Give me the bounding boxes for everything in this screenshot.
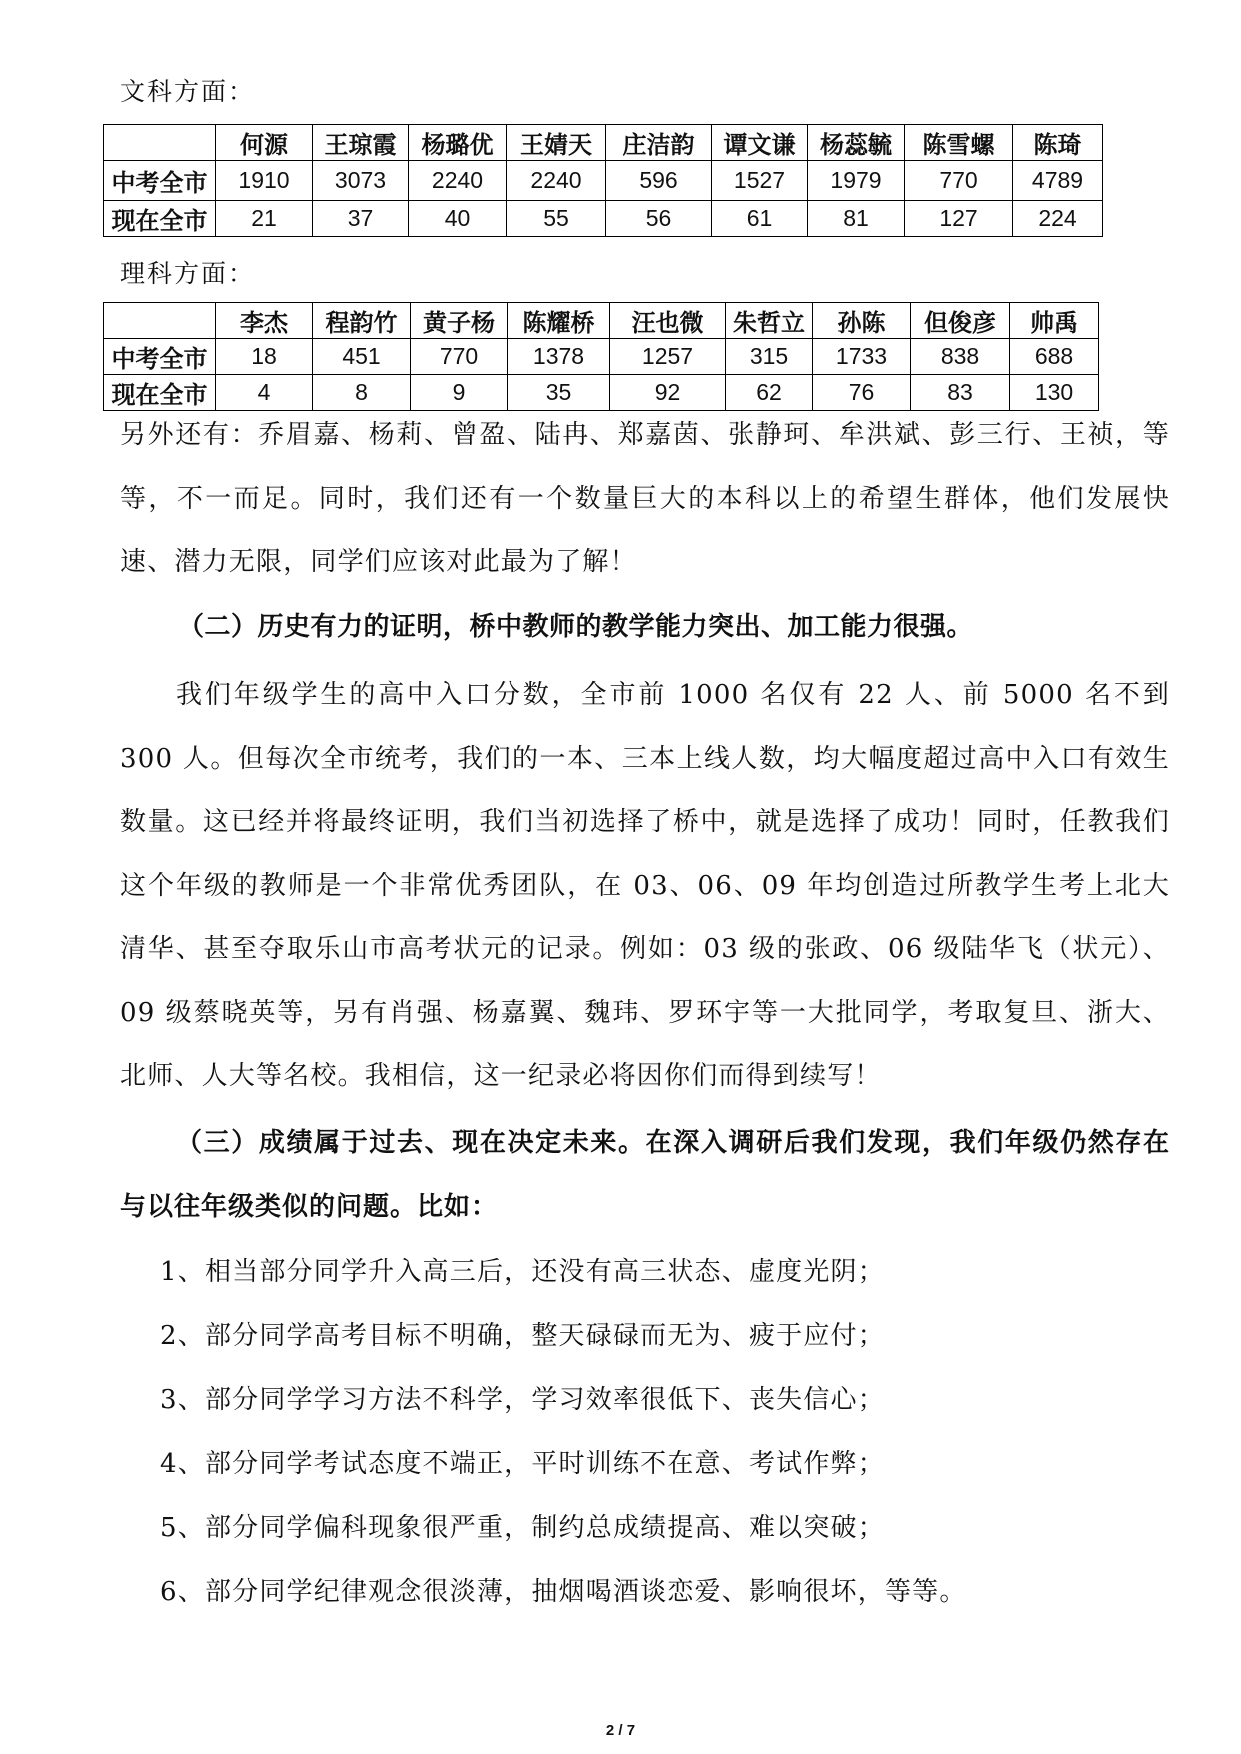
section-label-science: 理科方面：	[120, 259, 256, 288]
table-cell: 37	[313, 201, 409, 237]
table-cell: 9	[411, 375, 508, 411]
table-header-row	[104, 303, 1099, 339]
section-heading-3: （三）成绩属于过去、现在决定未来。在深入调研后我们发现，我们年级仍然存在与以往年级类似的问题。比如：	[120, 1128, 1170, 1222]
table-cell: 1910	[216, 161, 313, 201]
list-item: 1、相当部分同学升入高三后，还没有高三状态、虚度光阴；	[160, 1257, 885, 1287]
header-cell: 谭文谦	[712, 125, 808, 161]
table-cell: 2240	[507, 161, 606, 201]
list-item: 4、部分同学考试态度不端正，平时训练不在意、考试作弊；	[160, 1449, 885, 1479]
header-cell: 何源	[216, 125, 313, 161]
table-cell: 1733	[813, 339, 911, 375]
page-number: 2 / 7	[605, 1722, 636, 1739]
list-item: 2、部分同学高考目标不明确，整天碌碌而无为、疲于应付；	[160, 1321, 885, 1351]
list-item: 3、部分同学学习方法不科学，学习效率很低下、丧失信心；	[160, 1385, 885, 1415]
table-row	[104, 339, 1099, 375]
header-cell: 王婧天	[507, 125, 606, 161]
table-cell: 315	[726, 339, 813, 375]
section-heading-2: （二）历史有力的证明，桥中教师的教学能力突出、加工能力很强。	[178, 612, 974, 642]
table-cell: 596	[606, 161, 712, 201]
header-cell: 汪也微	[610, 303, 726, 339]
table-cell: 4789	[1013, 161, 1103, 201]
table-cell: 76	[813, 375, 911, 411]
table-cell: 92	[610, 375, 726, 411]
header-cell: 朱哲立	[726, 303, 813, 339]
table-cell: 1527	[712, 161, 808, 201]
header-cell: 陈琦	[1013, 125, 1103, 161]
table-cell: 838	[911, 339, 1010, 375]
header-cell: 庄洁韵	[606, 125, 712, 161]
section-label-arts: 文科方面：	[120, 77, 256, 106]
science-table	[103, 302, 1099, 411]
table-cell: 35	[508, 375, 610, 411]
table-cell: 130	[1010, 375, 1099, 411]
table-cell: 1979	[808, 161, 905, 201]
table-cell: 770	[411, 339, 508, 375]
header-cell: 程韵竹	[313, 303, 411, 339]
table-cell: 2240	[409, 161, 507, 201]
header-cell: 陈雪螺	[905, 125, 1013, 161]
table-cell: 770	[905, 161, 1013, 201]
paragraph-history: 我们年级学生的高中入口分数，全市前 1000 名仅有 22 人、前 5000 名不到 300 人。但每次全市统考，我们的一本、三本上线人数，均大幅度超过高中入口有效生数量。这已经并将最终证明，我们当初选择了桥中，就是选择了成功！同时，任教我们这个年级的教师是一个非常优秀团队，在 03、06、09 年均创造过所教学生考上北大清华、甚至夺取乐山市高考状元的记录。例如：03 级的张政、06 级陆华飞（状元）、09 级蔡晓英等，另有肖强、杨嘉翼、魏玮、罗环宇等一大批同学，考取复旦、浙大、北师、人大等名校。我相信，这一纪录必将因你们而得到续写！	[120, 680, 1170, 1091]
header-cell: 杨蕊毓	[808, 125, 905, 161]
list-item: 6、部分同学纪律观念很淡薄，抽烟喝酒谈恋爱、影响很坏，等等。	[160, 1577, 967, 1607]
table-row	[104, 161, 1103, 201]
table-cell: 4	[216, 375, 313, 411]
row-label: 现在全市	[104, 201, 216, 237]
header-cell: 杨璐优	[409, 125, 507, 161]
header-cell: 李杰	[216, 303, 313, 339]
table-header-row	[104, 125, 1103, 161]
arts-table	[103, 124, 1103, 237]
header-cell: 帅禹	[1010, 303, 1099, 339]
table-cell: 21	[216, 201, 313, 237]
table-row	[104, 201, 1103, 237]
header-cell: 王琼霞	[313, 125, 409, 161]
table-cell: 83	[911, 375, 1010, 411]
header-cell: 陈耀桥	[508, 303, 610, 339]
table-cell: 224	[1013, 201, 1103, 237]
table-cell: 62	[726, 375, 813, 411]
paragraph-others: 另外还有：乔眉嘉、杨莉、曾盈、陆冉、郑嘉茵、张静珂、牟洪斌、彭三行、王祯，等等，不一而足。同时，我们还有一个数量巨大的本科以上的希望生群体，他们发展快速、潜力无限，同学们应该对此最为了解！	[120, 420, 1170, 577]
table-cell: 451	[313, 339, 411, 375]
header-cell: 但俊彦	[911, 303, 1010, 339]
table-cell: 1378	[508, 339, 610, 375]
table-cell: 61	[712, 201, 808, 237]
row-label: 现在全市	[104, 375, 216, 411]
table-cell: 18	[216, 339, 313, 375]
row-label: 中考全市	[104, 161, 216, 201]
header-cell: 孙陈	[813, 303, 911, 339]
table-cell: 1257	[610, 339, 726, 375]
list-item: 5、部分同学偏科现象很严重，制约总成绩提高、难以突破；	[160, 1513, 885, 1543]
table-cell: 55	[507, 201, 606, 237]
row-label: 中考全市	[104, 339, 216, 375]
header-cell: 黄子杨	[411, 303, 508, 339]
table-cell: 40	[409, 201, 507, 237]
table-cell: 81	[808, 201, 905, 237]
table-cell: 8	[313, 375, 411, 411]
table-cell: 3073	[313, 161, 409, 201]
problem-list	[160, 1240, 1170, 1624]
table-cell: 688	[1010, 339, 1099, 375]
header-cell	[104, 303, 216, 339]
table-cell: 127	[905, 201, 1013, 237]
table-cell: 56	[606, 201, 712, 237]
header-cell	[104, 125, 216, 161]
